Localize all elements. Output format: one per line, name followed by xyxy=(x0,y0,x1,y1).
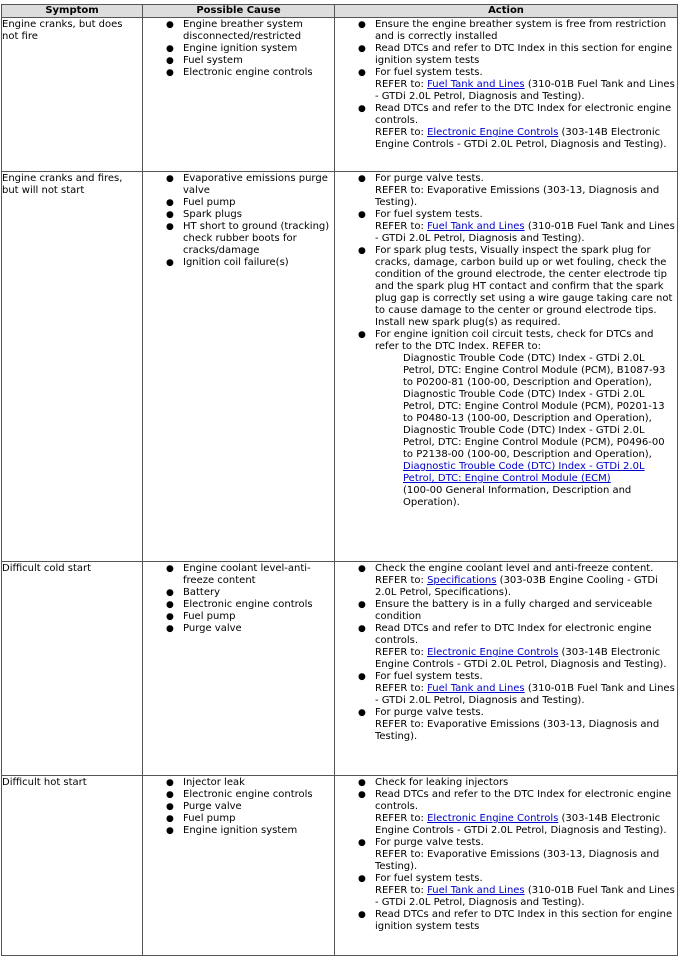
cause-item: ● Spark plugs xyxy=(183,209,332,221)
refer-line: REFER to: Evaporative Emissions (303-13, Diagnosis and Testing). xyxy=(375,849,660,872)
action-item xyxy=(375,873,675,909)
action-text: For fuel system tests. xyxy=(375,67,483,78)
action-list xyxy=(337,777,675,933)
cause-item: ● Battery xyxy=(183,587,332,599)
cause-list xyxy=(145,563,332,635)
action-item xyxy=(375,67,675,103)
refer-link[interactable]: Electronic Engine Controls xyxy=(427,127,559,138)
cause-item: ● Electronic engine controls xyxy=(183,67,332,79)
refer-line: REFER to: Electronic Engine Controls (303-14B Electronic Engine Controls - GTDi 2.0L Petrol, Diagnosis and Testing). xyxy=(375,127,667,150)
refer-link[interactable]: Specifications xyxy=(427,575,497,586)
cause-item: ● Purge valve xyxy=(183,623,332,635)
refer-link[interactable]: Fuel Tank and Lines xyxy=(427,885,525,896)
symptom-cell: Engine cranks, but does not fire xyxy=(2,18,143,172)
header-symptom: Symptom xyxy=(2,5,143,18)
action-text: For purge valve tests. xyxy=(375,707,484,718)
refer-line: REFER to: Fuel Tank and Lines (310-01B Fuel Tank and Lines - GTDi 2.0L Petrol, Diagnosis and Testing). xyxy=(375,221,675,244)
table-row xyxy=(2,776,678,956)
refer-line: REFER to: Fuel Tank and Lines (310-01B Fuel Tank and Lines - GTDi 2.0L Petrol, Diagnosis and Testing). xyxy=(375,885,675,908)
action-item xyxy=(375,173,675,209)
refer-link[interactable]: Fuel Tank and Lines xyxy=(427,79,525,90)
action-text: Read DTCs and refer to the DTC Index for electronic engine controls. xyxy=(375,789,672,812)
cause-cell xyxy=(143,562,335,776)
action-list xyxy=(337,563,675,743)
cause-item: ● Fuel system xyxy=(183,55,332,67)
table-row xyxy=(2,562,678,776)
action-text: For spark plug tests, Visually inspect the spark plug for cracks, damage, carbon build up or wet fouling, check the condition of the ground electrode, the center electrode tip and the spark plug HT contact and confirm that the spark plug gap is correctly set using a wire gauge taking care not to cause damage to the center or ground electrode tips. Install new spark plug(s) as required. xyxy=(375,245,673,328)
dtc-reference: Diagnostic Trouble Code (DTC) Index - GTDi 2.0L Petrol, DTC: Engine Control Module (PCM), P0496-00 to P2138-00 (100-00, Description and Operation), xyxy=(403,425,665,460)
refer-line: REFER to: Electronic Engine Controls (303-14B Electronic Engine Controls - GTDi 2.0L Petrol, Diagnosis and Testing). xyxy=(375,647,667,670)
refer-line: REFER to: Fuel Tank and Lines (310-01B Fuel Tank and Lines - GTDi 2.0L Petrol, Diagnosis and Testing). xyxy=(375,683,675,706)
action-item xyxy=(375,599,675,623)
refer-line: REFER to: Specifications (303-03B Engine Cooling - GTDi 2.0L Petrol, Specifications). xyxy=(375,575,658,598)
action-item xyxy=(375,563,675,599)
action-text: Read DTCs and refer to DTC Index for electronic engine controls. xyxy=(375,623,652,646)
action-text: Check for leaking injectors xyxy=(375,777,509,788)
refer-link[interactable]: Electronic Engine Controls xyxy=(427,813,559,824)
cause-item: ● Fuel pump xyxy=(183,611,332,623)
cause-list xyxy=(145,777,332,837)
cause-item: ● Fuel pump xyxy=(183,197,332,209)
action-item xyxy=(375,707,675,743)
action-item xyxy=(375,777,675,789)
action-item xyxy=(375,209,675,245)
action-item xyxy=(375,623,675,671)
action-item xyxy=(375,245,675,329)
table-header-row xyxy=(2,5,678,18)
cause-item: ● Electronic engine controls xyxy=(183,789,332,801)
header-cause: Possible Cause xyxy=(143,5,335,18)
cause-item: ● Ignition coil failure(s) xyxy=(183,257,332,269)
action-text: Read DTCs and refer to DTC Index in this section for engine ignition system tests xyxy=(375,909,673,932)
action-item xyxy=(375,837,675,873)
refer-line: REFER to: Electronic Engine Controls (303-14B Electronic Engine Controls - GTDi 2.0L Petrol, Diagnosis and Testing). xyxy=(375,813,667,836)
action-cell xyxy=(335,172,678,562)
cause-list xyxy=(145,173,332,269)
action-text: For fuel system tests. xyxy=(375,873,483,884)
symptom-cell: Engine cranks and fires, but will not start xyxy=(2,172,143,562)
header-action: Action xyxy=(335,5,678,18)
action-text: For fuel system tests. xyxy=(375,671,483,682)
action-text: Ensure the battery is in a fully charged and serviceable condition xyxy=(375,599,653,622)
cause-item: ● Engine ignition system xyxy=(183,825,332,837)
cause-item: ● HT short to ground (tracking) check rubber boots for cracks/damage xyxy=(183,221,332,257)
action-cell xyxy=(335,776,678,956)
action-list xyxy=(337,173,675,509)
cause-list xyxy=(145,19,332,79)
cause-cell xyxy=(143,172,335,562)
dtc-reference: Diagnostic Trouble Code (DTC) Index - GTDi 2.0L Petrol, DTC: Engine Control Module (PCM), B1087-93 to P0200-81 (100-00, Description and Operation), xyxy=(403,353,666,388)
symptom-cell: Difficult hot start xyxy=(2,776,143,956)
action-item xyxy=(375,329,675,509)
cause-cell xyxy=(143,776,335,956)
refer-line: REFER to: Fuel Tank and Lines (310-01B Fuel Tank and Lines - GTDi 2.0L Petrol, Diagnosis and Testing). xyxy=(375,79,675,102)
action-text: For engine ignition coil circuit tests, check for DTCs and refer to the DTC Index. REFER to: xyxy=(375,329,654,352)
cause-item: ● Engine ignition system xyxy=(183,43,332,55)
action-text: For fuel system tests. xyxy=(375,209,483,220)
action-cell xyxy=(335,18,678,172)
action-item xyxy=(375,909,675,933)
cause-item: ● Injector leak xyxy=(183,777,332,789)
cause-item: ● Electronic engine controls xyxy=(183,599,332,611)
table-row xyxy=(2,18,678,172)
action-text: Ensure the engine breather system is free from restriction and is correctly installed xyxy=(375,19,667,42)
refer-line: REFER to: Evaporative Emissions (303-13, Diagnosis and Testing). xyxy=(375,185,660,208)
symptom-table xyxy=(1,4,678,956)
cause-item: ● Engine breather system disconnected/restricted xyxy=(183,19,332,43)
action-item xyxy=(375,103,675,151)
action-list xyxy=(337,19,675,151)
refer-link[interactable]: Electronic Engine Controls xyxy=(427,647,559,658)
cause-item: ● Engine coolant level-anti-freeze content xyxy=(183,563,332,587)
dtc-reference: Diagnostic Trouble Code (DTC) Index - GTDi 2.0L Petrol, DTC: Engine Control Module (ECM) (100-00 General Information, Description and Operation). xyxy=(403,461,645,508)
cause-item: ● Fuel pump xyxy=(183,813,332,825)
action-text: Read DTCs and refer to DTC Index in this section for engine ignition system tests xyxy=(375,43,673,66)
symptom-cell: Difficult cold start xyxy=(2,562,143,776)
action-text: Read DTCs and refer to the DTC Index for electronic engine controls. xyxy=(375,103,672,126)
cause-item: ● Evaporative emissions purge valve xyxy=(183,173,332,197)
action-item xyxy=(375,671,675,707)
action-text: Check the engine coolant level and anti-freeze content. xyxy=(375,563,654,574)
action-text: For purge valve tests. xyxy=(375,837,484,848)
action-text: For purge valve tests. xyxy=(375,173,484,184)
action-item xyxy=(375,19,675,43)
cause-cell xyxy=(143,18,335,172)
dtc-link[interactable]: Diagnostic Trouble Code (DTC) Index - GTDi 2.0L Petrol, DTC: Engine Control Module (ECM) xyxy=(403,461,645,484)
table-row xyxy=(2,172,678,562)
action-item xyxy=(375,43,675,67)
refer-link[interactable]: Fuel Tank and Lines xyxy=(427,683,525,694)
refer-link[interactable]: Fuel Tank and Lines xyxy=(427,221,525,232)
refer-line: REFER to: Evaporative Emissions (303-13, Diagnosis and Testing). xyxy=(375,719,660,742)
action-item xyxy=(375,789,675,837)
action-cell xyxy=(335,562,678,776)
dtc-reference: Diagnostic Trouble Code (DTC) Index - GTDi 2.0L Petrol, DTC: Engine Control Module (PCM), P0201-13 to P0480-13 (100-00, Description and Operation), xyxy=(403,389,665,424)
cause-item: ● Purge valve xyxy=(183,801,332,813)
